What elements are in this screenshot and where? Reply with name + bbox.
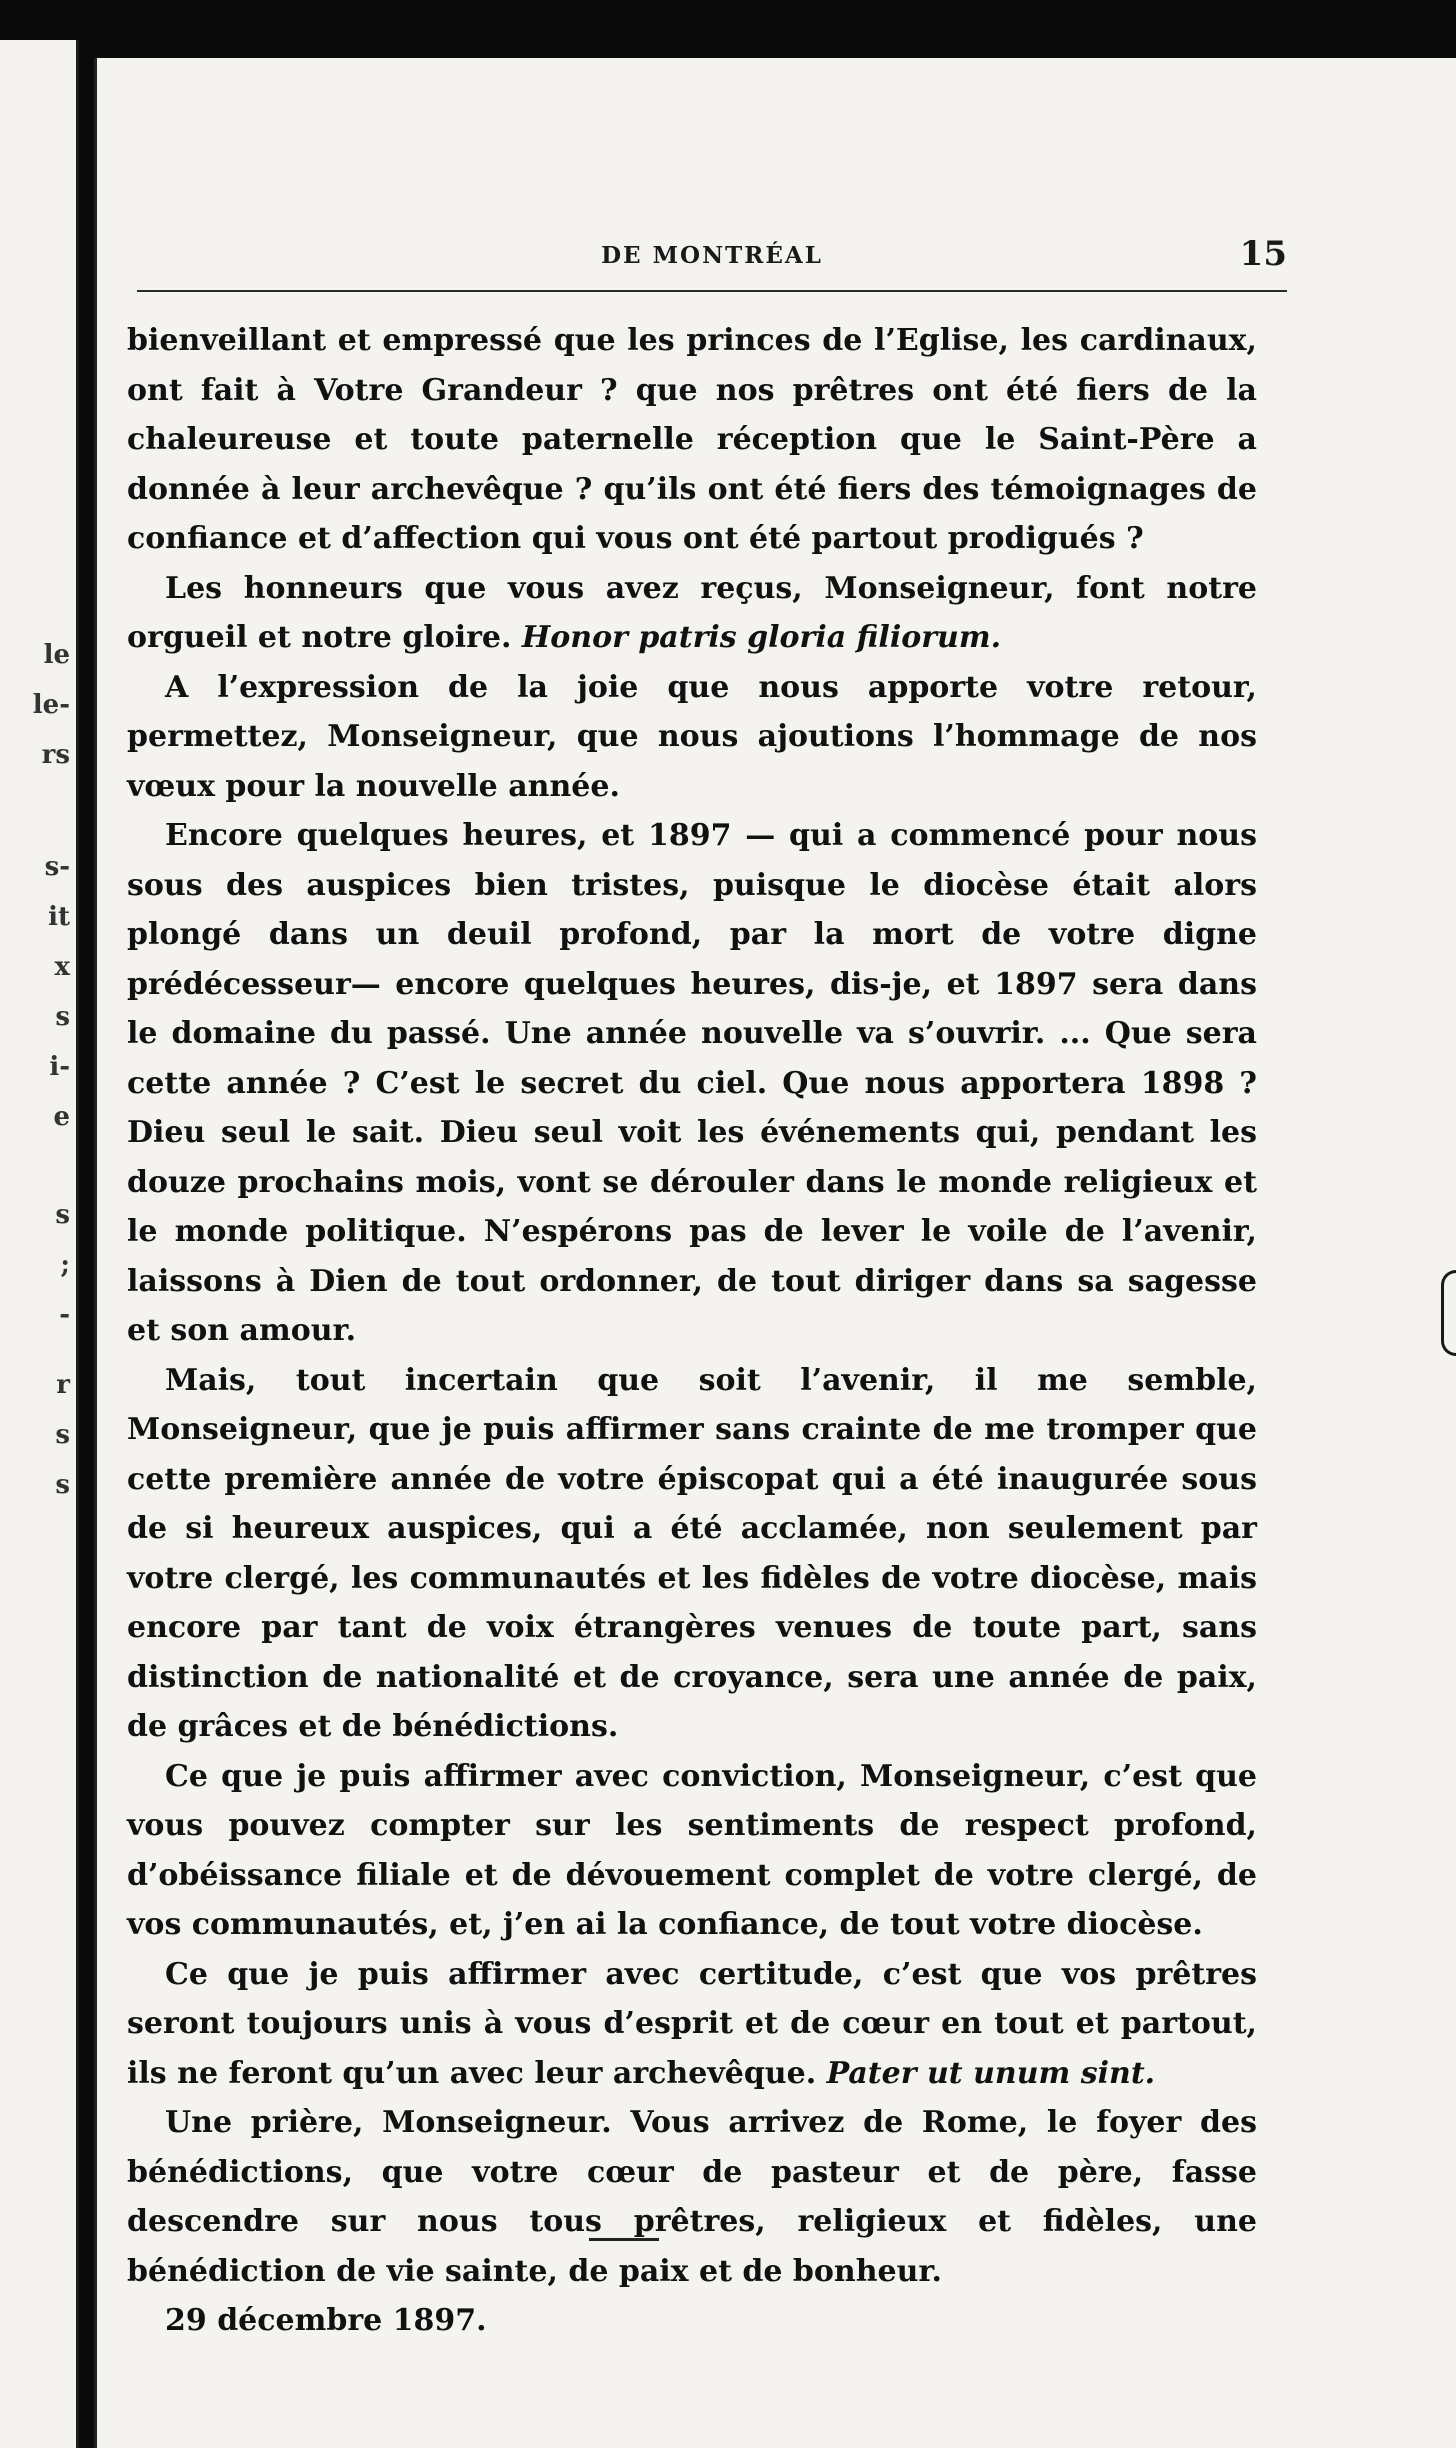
header-rule (137, 290, 1287, 292)
prev-page-fragment: r (56, 1370, 70, 1400)
prev-page-fragment: le- (32, 690, 70, 720)
running-title: DE MONTRÉAL (601, 242, 823, 269)
body-text (127, 316, 1257, 2346)
previous-page-edge (0, 40, 79, 2448)
latin-quote: Pater ut unum sint. (826, 2055, 1156, 2091)
prev-page-fragment: s (55, 1200, 70, 1230)
latin-quote: Honor patris gloria filiorum. (521, 620, 1002, 655)
paragraph-text: Une prière, Monseigneur. Vous arrivez de Rome, le foyer des bénédictions, que votre cœur de pasteur et de père, fasse descendre sur nous tous prêtres, religieux et fidèles, une bénédiction de vie sainte, de paix et de bonheur. (127, 2105, 1257, 2289)
paragraph (127, 2098, 1257, 2296)
date-text: 29 décembre 1897. (165, 2303, 487, 2338)
page-number: 15 (1239, 234, 1287, 274)
paragraph (127, 811, 1257, 1356)
prev-page-fragment: s (55, 1420, 70, 1450)
paragraph-text: Encore quelques heures, et 1897 — qui a commencé pour nous sous des auspices bien tristes, puisque le diocèse était alors plongé dans un deuil profond, par la mort de votre digne prédécesseur— encore quelques heures, dis-je, et 1897 sera dans le domaine du passé. Une année nouvelle va s’ouvrir. ... Que sera cette année ? C’est le secret du ciel. Que nous apportera 1898 ? Dieu seul le sait. Dieu seul voit les événements qui, pendant les douze prochains mois, vont se dérouler dans le monde religieux et le monde politique. N’espérons pas de lever le voile de l’avenir, laissons à Dien de tout ordonner, de tout diriger dans sa sagesse et son amour. (127, 818, 1257, 1348)
prev-page-fragment: s (55, 1002, 70, 1032)
paragraph-text: A l’expression de la joie que nous apporte votre retour, permettez, Monseigneur, que nous ajoutions l’hommage de nos vœux pour la nouvelle année. (127, 669, 1257, 804)
next-page-edge (1441, 1270, 1456, 1356)
prev-page-fragment: i- (49, 1052, 70, 1082)
paragraph (127, 1752, 1257, 1950)
prev-page-fragment: le (43, 640, 70, 670)
page-header (137, 226, 1287, 286)
paragraph (127, 1356, 1257, 1752)
prev-page-fragment: e (53, 1102, 70, 1132)
paragraph (127, 316, 1257, 564)
prev-page-fragment: x (54, 952, 70, 982)
prev-page-fragment: ; (60, 1250, 70, 1280)
paragraph (127, 564, 1257, 663)
prev-page-fragment: s- (44, 852, 70, 882)
paragraph-text: bienveillant et empressé que les princes de l’Eglise, les cardinaux, ont fait à Votre Grandeur ? que nos prêtres ont été fiers de la chaleureuse et toute paternelle réception que le Saint-Père a donnée à leur archevêque ? qu’ils ont été fiers des témoignages de confiance et d’affection qui vous ont été partout prodigués ? (127, 323, 1257, 556)
paragraph-text: Les honneurs que vous avez reçus, Monseigneur, font notre orgueil et notre gloire. (127, 570, 1257, 655)
date-line (127, 2296, 1257, 2346)
paragraph-text: Ce que je puis affirmer avec certitude, c’est que vos prêtres seront toujours unis à vous d’esprit et de cœur en tout et partout, ils ne feront qu’un avec leur archevêque. (127, 1956, 1257, 2091)
paragraph-text: Ce que je puis affirmer avec conviction, Monseigneur, c’est que vous pouvez compter sur les sentiments de respect profond, d’obéissance filiale et de dévouement complet de votre clergé, de vos communautés, et, j’en ai la confiance, de tout votre diocèse. (127, 1758, 1257, 1942)
prev-page-fragment: it (48, 902, 70, 932)
prev-page-fragment: s (55, 1470, 70, 1500)
book-page (94, 58, 1456, 2448)
paragraph-text: Mais, tout incertain que soit l’avenir, il me semble, Monseigneur, que je puis affirmer sans crainte de me tromper que cette première année de votre épiscopat qui a été inaugurée sous de si heureux auspices, qui a été acclamée, non seulement par votre clergé, les communautés et les fidèles de votre diocèse, mais encore par tant de voix étrangères venues de toute part, sans distinction de nationalité et de croyance, sera une année de paix, de grâces et de bénédictions. (127, 1362, 1257, 1744)
paragraph (127, 663, 1257, 812)
prev-page-fragment: rs (41, 740, 70, 770)
closing-rule (589, 2238, 659, 2241)
paragraph (127, 1950, 1257, 2099)
prev-page-fragment: - (59, 1300, 70, 1330)
